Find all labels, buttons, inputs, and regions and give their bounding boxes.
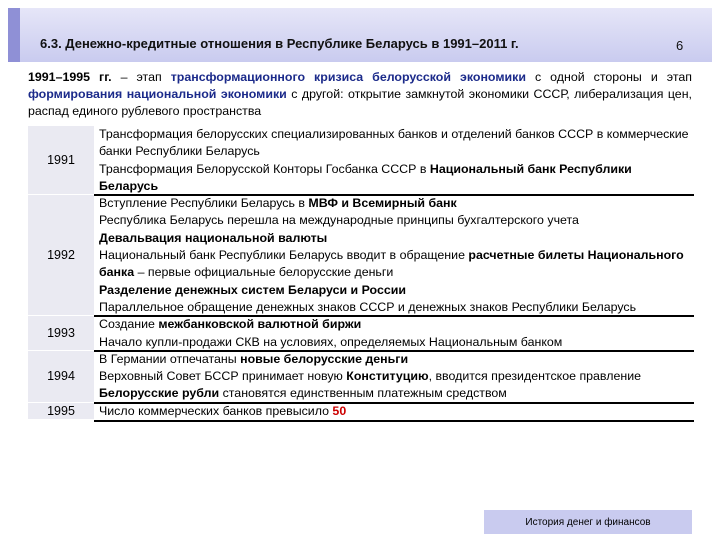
event-item: [99, 351, 694, 368]
event-item: [99, 126, 694, 161]
timeline-row: [28, 195, 694, 316]
events-cell: [94, 403, 694, 420]
event-text: Трансформация белорусских специализированных банков и отделений банков СССР в коммерческие банки Республики Беларусь: [99, 127, 689, 159]
timeline-row: [28, 126, 694, 195]
event-text: Национальный банк Республики Беларусь вводит в обращение: [99, 248, 469, 263]
event-bold-text: МВФ и Всемирный банк: [308, 196, 457, 211]
footer-label: История денег и финансов: [484, 510, 692, 534]
intro-formation: формирования национальной экономики: [28, 87, 287, 101]
event-item: [99, 385, 694, 402]
event-item: [99, 403, 694, 420]
year-cell: 1995: [28, 403, 94, 420]
event-text: Республика Беларусь перешла на международные принципы бухгалтерского учета: [99, 213, 579, 228]
events-cell: [94, 126, 694, 195]
event-bold-text: Разделение денежных систем Беларуси и России: [99, 282, 406, 297]
event-item: [99, 247, 694, 282]
event-item: [99, 316, 694, 333]
intro-period: 1991–1995 гг.: [28, 70, 112, 84]
intro-text-2: с одной стороны и этап: [525, 70, 692, 84]
header-background: [8, 8, 712, 62]
slide-title: 6.3. Денежно-кредитные отношения в Республике Беларусь в 1991–2011 г.: [40, 36, 519, 51]
event-text: Верховный Совет БССР принимает новую: [99, 369, 347, 384]
event-text: Число коммерческих банков превысило: [99, 403, 333, 418]
event-text: Вступление Республики Беларусь в: [99, 196, 309, 211]
event-text: Параллельное обращение денежных знаков СССР и денежных знаков Республики Беларусь: [99, 299, 637, 314]
year-cell: 1994: [28, 351, 94, 403]
event-item: [99, 282, 694, 299]
year-cell: 1992: [28, 195, 94, 316]
event-tail-text: , вводится президентское правление: [428, 369, 642, 384]
intro-text-1: – этап: [111, 70, 171, 84]
event-item: [99, 161, 694, 196]
event-bold-text: Белорусские рубли: [99, 386, 220, 401]
event-item: [99, 195, 694, 212]
event-bold-text: Национальный банк Республики Беларусь: [99, 161, 632, 193]
event-item: [99, 368, 694, 385]
timeline-row: [28, 316, 694, 351]
row-separator: [94, 420, 694, 422]
events-cell: [94, 316, 694, 351]
event-tail-text: становятся единственным платежным средством: [219, 386, 507, 401]
events-cell: [94, 351, 694, 403]
event-bold-text: Конституцию: [346, 369, 429, 384]
timeline-row: [28, 403, 694, 420]
timeline-row: [28, 351, 694, 403]
event-bold-text: новые белорусские деньги: [240, 351, 409, 366]
page-number: 6: [676, 38, 684, 53]
event-highlight-number: 50: [332, 403, 347, 418]
slide-header: [0, 0, 720, 64]
event-bold-text: расчетные билеты Национального банка: [99, 248, 684, 280]
event-text: В Германии отпечатаны: [99, 351, 241, 366]
event-item: [99, 299, 694, 316]
year-cell: 1993: [28, 316, 94, 351]
intro-paragraph: [28, 69, 692, 120]
event-text: Создание: [99, 317, 159, 332]
event-tail-text: – первые официальные белорусские деньги: [134, 265, 394, 280]
event-text: Начало купли-продажи СКВ на условиях, определяемых Национальным банком: [99, 334, 563, 349]
event-bold-text: Девальвация национальной валюты: [99, 230, 328, 245]
event-item: [99, 334, 694, 351]
year-cell: 1991: [28, 126, 94, 195]
event-text: Трансформация Белорусской Конторы Госбанка СССР в: [99, 161, 430, 176]
intro-crisis: трансформационного кризиса белорусской экономики: [170, 70, 526, 84]
header-accent-strip: [8, 8, 20, 62]
event-item: [99, 212, 694, 229]
event-item: [99, 230, 694, 247]
event-bold-text: межбанковской валютной биржи: [158, 317, 362, 332]
intro-text-3: с другой: открытие замкнутой экономики СССР, либерализация цен, распад единого рублевого пространства: [28, 87, 692, 118]
events-cell: [94, 195, 694, 316]
timeline-table: [28, 126, 694, 420]
